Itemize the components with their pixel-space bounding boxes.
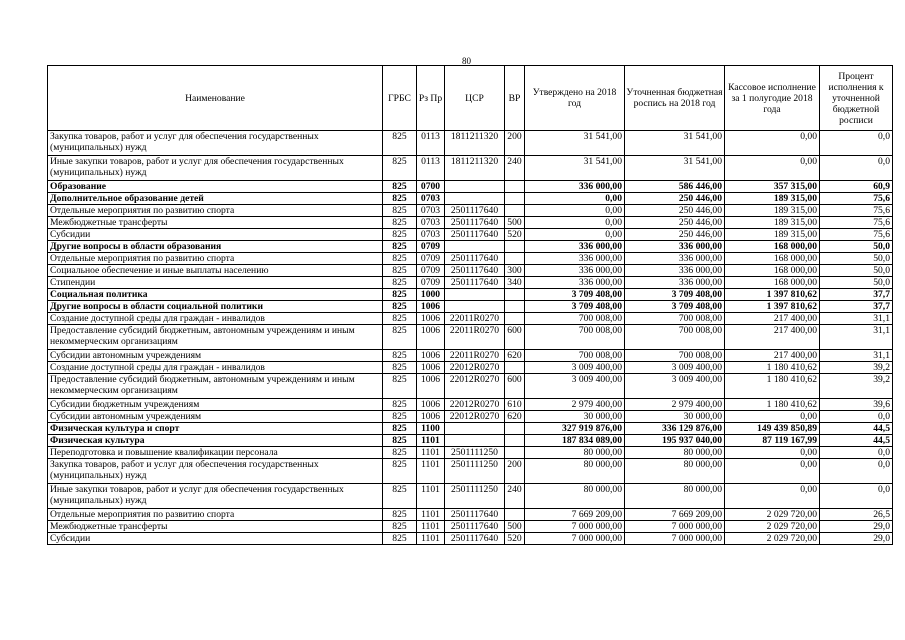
cell-rzpr: 0703 [417,229,445,241]
cell-rzpr: 0703 [417,217,445,229]
cell-rzpr: 0113 [417,131,445,156]
header-percent: Процент исполнения к уточненной бюджетной росписи [820,66,893,131]
cell-csr [445,193,505,205]
cell-name: Субсидии бюджетным учреждениям [48,399,383,411]
cell-vr [505,423,525,435]
cell-name: Отдельные мероприятия по развитию спорта [48,205,383,217]
cell-vr: 600 [505,325,525,350]
cell-grbs: 825 [383,205,417,217]
cell-percent: 50,0 [820,277,893,289]
cell-csr: 22012R0270 [445,374,505,399]
header-approved: Утверждено на 2018 год [525,66,625,131]
cell-approved: 0,00 [525,229,625,241]
header-name: Наименование [48,66,383,131]
cell-vr [505,362,525,374]
cell-csr: 2501111250 [445,447,505,459]
cell-csr: 22011R0270 [445,350,505,362]
cell-approved: 3 709 408,00 [525,289,625,301]
cell-rzpr: 1006 [417,374,445,399]
cell-vr [505,253,525,265]
cell-refined: 31 541,00 [625,131,725,156]
table-row [48,229,893,241]
cell-csr [445,435,505,447]
cell-vr [505,193,525,205]
cell-refined: 195 937 040,00 [625,435,725,447]
cell-approved: 336 000,00 [525,277,625,289]
cell-percent: 31,1 [820,350,893,362]
header-refined: Уточненная бюджетная роспись на 2018 год [625,66,725,131]
cell-vr: 240 [505,484,525,509]
cell-cash: 1 180 410,62 [725,362,820,374]
header-csr: ЦСР [445,66,505,131]
cell-grbs: 825 [383,193,417,205]
cell-cash: 2 029 720,00 [725,521,820,533]
cell-vr: 610 [505,399,525,411]
cell-name: Отдельные мероприятия по развитию спорта [48,253,383,265]
cell-grbs: 825 [383,313,417,325]
cell-percent: 75,6 [820,229,893,241]
cell-csr: 1811211320 [445,156,505,181]
table-row [48,253,893,265]
cell-grbs: 825 [383,533,417,545]
cell-grbs: 825 [383,241,417,253]
cell-name: Субсидии автономным учреждениям [48,350,383,362]
cell-refined: 3 009 400,00 [625,374,725,399]
cell-cash: 217 400,00 [725,325,820,350]
table-row [48,193,893,205]
table-row [48,399,893,411]
cell-percent: 0,0 [820,411,893,423]
cell-percent: 50,0 [820,241,893,253]
cell-cash: 189 315,00 [725,193,820,205]
cell-vr [505,205,525,217]
cell-refined: 31 541,00 [625,156,725,181]
cell-csr: 22012R0270 [445,411,505,423]
cell-rzpr: 0709 [417,253,445,265]
cell-percent: 50,0 [820,253,893,265]
cell-name: Предоставление субсидий бюджетным, автономным учреждениям и иным некоммерческим организациям [48,374,383,399]
header-cash: Кассовое исполнение за 1 полугодие 2018 года [725,66,820,131]
table-row [48,277,893,289]
cell-cash: 0,00 [725,131,820,156]
cell-vr [505,509,525,521]
cell-rzpr: 1101 [417,459,445,484]
cell-cash: 0,00 [725,459,820,484]
cell-cash: 168 000,00 [725,241,820,253]
cell-name: Физическая культура и спорт [48,423,383,435]
cell-rzpr: 0700 [417,181,445,193]
cell-cash: 149 439 850,89 [725,423,820,435]
cell-vr: 300 [505,265,525,277]
table-row [48,447,893,459]
cell-cash: 1 397 810,62 [725,301,820,313]
cell-refined: 250 446,00 [625,193,725,205]
cell-grbs: 825 [383,181,417,193]
cell-cash: 189 315,00 [725,217,820,229]
cell-csr: 2501117640 [445,509,505,521]
cell-name: Закупка товаров, работ и услуг для обеспечения государственных (муниципальных) нужд [48,131,383,156]
cell-name: Другие вопросы в области социальной политики [48,301,383,313]
table-row [48,156,893,181]
cell-approved: 80 000,00 [525,484,625,509]
cell-refined: 336 000,00 [625,253,725,265]
header-vr: ВР [505,66,525,131]
cell-approved: 80 000,00 [525,459,625,484]
table-row [48,484,893,509]
table-row [48,509,893,521]
cell-vr [505,289,525,301]
cell-refined: 80 000,00 [625,484,725,509]
cell-cash: 189 315,00 [725,205,820,217]
cell-percent: 75,6 [820,217,893,229]
cell-rzpr: 1101 [417,521,445,533]
cell-name: Социальная политика [48,289,383,301]
cell-name: Стипендии [48,277,383,289]
cell-name: Субсидии автономным учреждениям [48,411,383,423]
cell-cash: 189 315,00 [725,229,820,241]
cell-csr [445,289,505,301]
cell-refined: 3 709 408,00 [625,289,725,301]
cell-approved: 0,00 [525,217,625,229]
table-row [48,301,893,313]
cell-percent: 44,5 [820,435,893,447]
table-row [48,241,893,253]
cell-grbs: 825 [383,399,417,411]
cell-percent: 50,0 [820,265,893,277]
cell-vr [505,301,525,313]
cell-percent: 75,6 [820,193,893,205]
cell-csr [445,181,505,193]
cell-csr: 22011R0270 [445,313,505,325]
cell-approved: 700 008,00 [525,350,625,362]
cell-rzpr: 0709 [417,241,445,253]
table-row [48,217,893,229]
cell-approved: 0,00 [525,205,625,217]
cell-name: Переподготовка и повышение квалификации персонала [48,447,383,459]
cell-cash: 2 029 720,00 [725,533,820,545]
table-row [48,533,893,545]
cell-csr [445,423,505,435]
cell-vr: 600 [505,374,525,399]
cell-cash: 0,00 [725,156,820,181]
cell-approved: 31 541,00 [525,131,625,156]
cell-grbs: 825 [383,509,417,521]
table-row [48,181,893,193]
cell-grbs: 825 [383,362,417,374]
cell-approved: 3 009 400,00 [525,362,625,374]
cell-name: Отдельные мероприятия по развитию спорта [48,509,383,521]
cell-name: Закупка товаров, работ и услуг для обеспечения государственных (муниципальных) нужд [48,459,383,484]
cell-refined: 80 000,00 [625,447,725,459]
cell-percent: 39,2 [820,362,893,374]
table-row [48,205,893,217]
cell-cash: 0,00 [725,411,820,423]
cell-refined: 250 446,00 [625,217,725,229]
cell-rzpr: 0703 [417,205,445,217]
table-row [48,325,893,350]
cell-vr [505,447,525,459]
cell-grbs: 825 [383,265,417,277]
cell-approved: 336 000,00 [525,265,625,277]
cell-rzpr: 1000 [417,289,445,301]
cell-cash: 87 119 167,99 [725,435,820,447]
table-row [48,289,893,301]
cell-name: Образование [48,181,383,193]
cell-csr: 2501111250 [445,459,505,484]
cell-name: Предоставление субсидий бюджетным, автономным учреждениям и иным некоммерческим организациям [48,325,383,350]
cell-approved: 31 541,00 [525,156,625,181]
cell-percent: 0,0 [820,131,893,156]
table-row [48,131,893,156]
cell-grbs: 825 [383,156,417,181]
table-row [48,435,893,447]
cell-cash: 0,00 [725,447,820,459]
cell-percent: 29,0 [820,521,893,533]
table-row [48,313,893,325]
cell-approved: 0,00 [525,193,625,205]
cell-refined: 700 008,00 [625,313,725,325]
cell-rzpr: 1101 [417,533,445,545]
cell-grbs: 825 [383,277,417,289]
cell-vr [505,181,525,193]
cell-approved: 187 834 089,00 [525,435,625,447]
table-row [48,350,893,362]
cell-vr: 620 [505,411,525,423]
cell-approved: 336 000,00 [525,253,625,265]
cell-approved: 327 919 876,00 [525,423,625,435]
cell-rzpr: 1101 [417,484,445,509]
cell-vr: 200 [505,131,525,156]
cell-name: Создание доступной среды для граждан - инвалидов [48,313,383,325]
cell-refined: 30 000,00 [625,411,725,423]
cell-grbs: 825 [383,411,417,423]
cell-rzpr: 1101 [417,435,445,447]
cell-csr: 2501117640 [445,265,505,277]
cell-rzpr: 1006 [417,325,445,350]
cell-cash: 217 400,00 [725,313,820,325]
cell-vr [505,241,525,253]
cell-cash: 1 180 410,62 [725,399,820,411]
cell-name: Создание доступной среды для граждан - инвалидов [48,362,383,374]
cell-rzpr: 1101 [417,447,445,459]
cell-refined: 7 669 209,00 [625,509,725,521]
cell-vr: 240 [505,156,525,181]
cell-csr: 1811211320 [445,131,505,156]
cell-cash: 168 000,00 [725,253,820,265]
cell-vr: 500 [505,217,525,229]
cell-percent: 26,5 [820,509,893,521]
cell-refined: 336 000,00 [625,265,725,277]
cell-grbs: 825 [383,521,417,533]
cell-name: Иные закупки товаров, работ и услуг для обеспечения государственных (муниципальных) нужд [48,156,383,181]
cell-cash: 0,00 [725,484,820,509]
cell-approved: 80 000,00 [525,447,625,459]
cell-vr: 500 [505,521,525,533]
cell-grbs: 825 [383,289,417,301]
cell-refined: 250 446,00 [625,205,725,217]
cell-percent: 75,6 [820,205,893,217]
header-grbs: ГРБС [383,66,417,131]
cell-name: Иные закупки товаров, работ и услуг для обеспечения государственных (муниципальных) нужд [48,484,383,509]
table-header-row [48,66,893,131]
cell-cash: 2 029 720,00 [725,509,820,521]
cell-csr [445,241,505,253]
cell-grbs: 825 [383,217,417,229]
cell-csr: 2501117640 [445,521,505,533]
cell-csr: 22012R0270 [445,399,505,411]
cell-vr: 200 [505,459,525,484]
header-rzpr: Рз Пр [417,66,445,131]
budget-table [47,65,893,545]
cell-percent: 29,0 [820,533,893,545]
cell-refined: 700 008,00 [625,325,725,350]
cell-csr: 2501117640 [445,533,505,545]
table-row [48,411,893,423]
cell-grbs: 825 [383,350,417,362]
cell-csr [445,301,505,313]
table-row [48,362,893,374]
cell-grbs: 825 [383,131,417,156]
cell-refined: 7 000 000,00 [625,533,725,545]
cell-vr: 340 [505,277,525,289]
cell-refined: 336 129 876,00 [625,423,725,435]
cell-refined: 80 000,00 [625,459,725,484]
cell-percent: 0,0 [820,447,893,459]
cell-rzpr: 1006 [417,301,445,313]
cell-cash: 1 397 810,62 [725,289,820,301]
cell-rzpr: 0703 [417,193,445,205]
cell-approved: 700 008,00 [525,313,625,325]
cell-csr: 2501117640 [445,253,505,265]
cell-rzpr: 0709 [417,265,445,277]
cell-name: Субсидии [48,229,383,241]
cell-refined: 250 446,00 [625,229,725,241]
cell-csr: 2501117640 [445,205,505,217]
cell-approved: 700 008,00 [525,325,625,350]
cell-percent: 37,7 [820,289,893,301]
cell-percent: 37,7 [820,301,893,313]
cell-rzpr: 1006 [417,350,445,362]
table-row [48,459,893,484]
cell-grbs: 825 [383,459,417,484]
cell-grbs: 825 [383,325,417,350]
cell-percent: 0,0 [820,459,893,484]
cell-approved: 7 669 209,00 [525,509,625,521]
cell-rzpr: 1100 [417,423,445,435]
table-row [48,423,893,435]
cell-csr: 2501117640 [445,277,505,289]
cell-vr: 520 [505,229,525,241]
cell-refined: 2 979 400,00 [625,399,725,411]
cell-approved: 2 979 400,00 [525,399,625,411]
cell-name: Межбюджетные трансферты [48,521,383,533]
cell-csr: 2501117640 [445,217,505,229]
cell-rzpr: 1006 [417,411,445,423]
cell-approved: 7 000 000,00 [525,533,625,545]
cell-refined: 700 008,00 [625,350,725,362]
cell-cash: 217 400,00 [725,350,820,362]
cell-refined: 7 000 000,00 [625,521,725,533]
cell-grbs: 825 [383,374,417,399]
cell-approved: 336 000,00 [525,181,625,193]
cell-refined: 336 000,00 [625,277,725,289]
cell-percent: 0,0 [820,484,893,509]
cell-percent: 39,2 [820,374,893,399]
cell-approved: 30 000,00 [525,411,625,423]
cell-csr: 2501111250 [445,484,505,509]
cell-vr: 520 [505,533,525,545]
cell-percent: 60,9 [820,181,893,193]
cell-approved: 336 000,00 [525,241,625,253]
cell-refined: 336 000,00 [625,241,725,253]
cell-cash: 1 180 410,62 [725,374,820,399]
cell-grbs: 825 [383,484,417,509]
cell-percent: 44,5 [820,423,893,435]
cell-vr [505,313,525,325]
cell-percent: 31,1 [820,313,893,325]
cell-rzpr: 0709 [417,277,445,289]
cell-name: Дополнительное образование детей [48,193,383,205]
cell-name: Социальное обеспечение и иные выплаты населению [48,265,383,277]
cell-percent: 0,0 [820,156,893,181]
cell-grbs: 825 [383,447,417,459]
cell-approved: 3 009 400,00 [525,374,625,399]
cell-name: Физическая культура [48,435,383,447]
cell-grbs: 825 [383,301,417,313]
cell-rzpr: 1006 [417,399,445,411]
cell-cash: 357 315,00 [725,181,820,193]
cell-cash: 168 000,00 [725,265,820,277]
table-row [48,265,893,277]
cell-rzpr: 0113 [417,156,445,181]
cell-name: Межбюджетные трансферты [48,217,383,229]
cell-csr: 22011R0270 [445,325,505,350]
cell-approved: 3 709 408,00 [525,301,625,313]
cell-rzpr: 1101 [417,509,445,521]
table-body [48,131,893,545]
cell-grbs: 825 [383,435,417,447]
cell-vr: 620 [505,350,525,362]
cell-grbs: 825 [383,423,417,435]
cell-rzpr: 1006 [417,313,445,325]
page-number: 80 [462,56,471,66]
cell-refined: 3 009 400,00 [625,362,725,374]
cell-refined: 586 446,00 [625,181,725,193]
cell-grbs: 825 [383,253,417,265]
cell-rzpr: 1006 [417,362,445,374]
cell-approved: 7 000 000,00 [525,521,625,533]
cell-vr [505,435,525,447]
cell-csr: 22012R0270 [445,362,505,374]
cell-cash: 168 000,00 [725,277,820,289]
cell-percent: 31,1 [820,325,893,350]
cell-name: Другие вопросы в области образования [48,241,383,253]
cell-csr: 2501117640 [445,229,505,241]
cell-percent: 39,6 [820,399,893,411]
cell-grbs: 825 [383,229,417,241]
cell-name: Субсидии [48,533,383,545]
cell-refined: 3 709 408,00 [625,301,725,313]
table-row [48,374,893,399]
table-row [48,521,893,533]
